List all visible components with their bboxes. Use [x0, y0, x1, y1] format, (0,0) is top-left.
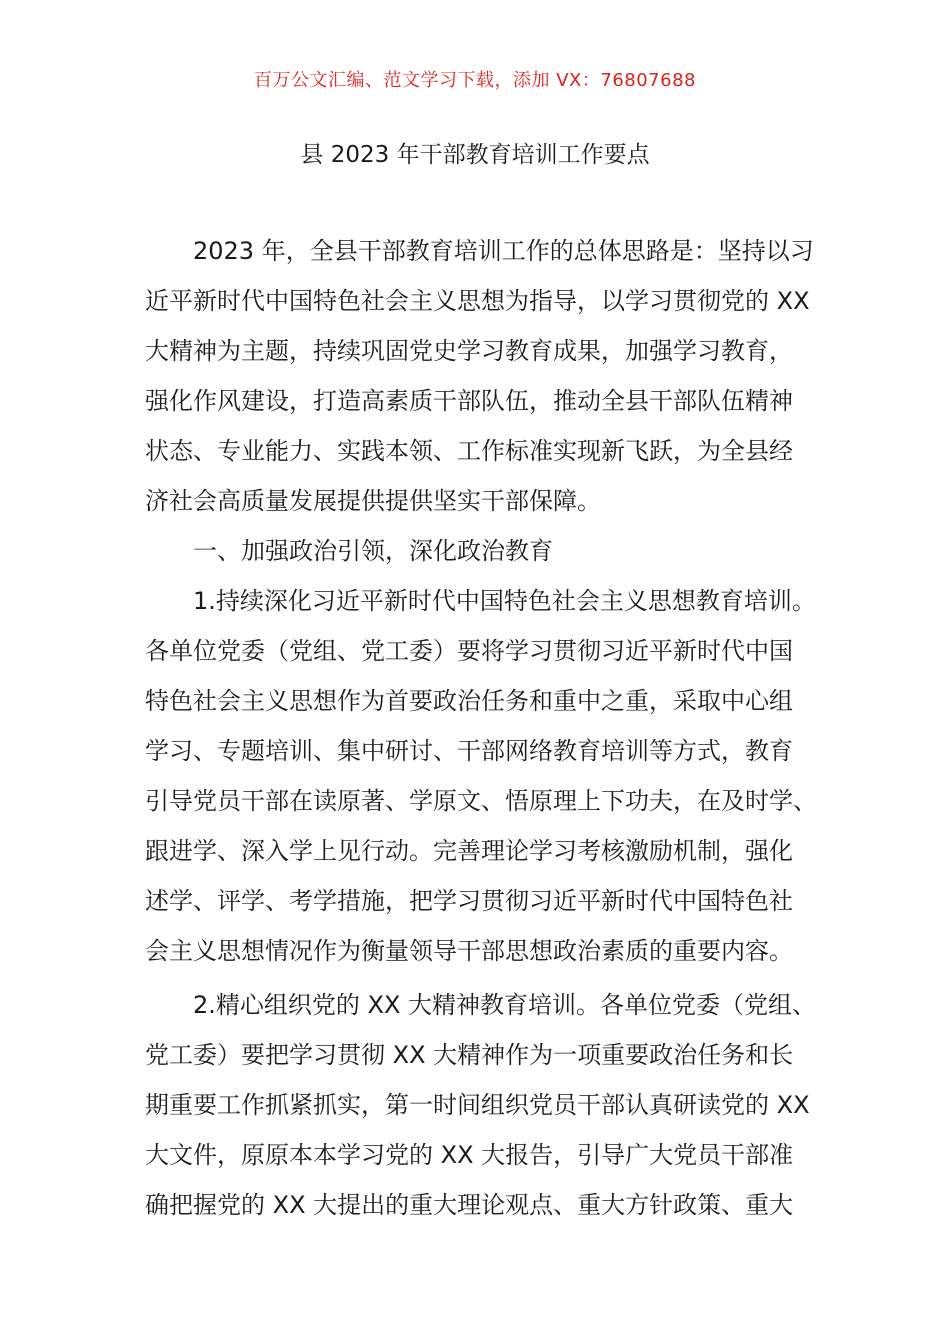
paragraph-line: 党工委）要把学习贯彻 XX 大精神作为一项重要政治任务和长 [145, 1041, 794, 1069]
section-heading: 一、加强政治引领，深化政治教育 [193, 537, 553, 565]
paragraph-line: 济社会高质量发展提供提供坚实干部保障。 [145, 487, 601, 515]
paragraph-line: 学习、专题培训、集中研讨、干部网络教育培训等方式，教育 [145, 737, 793, 765]
paragraph-line: 期重要工作抓紧抓实，第一时间组织党员干部认真研读党的 XX [145, 1091, 810, 1119]
document-body [145, 229, 817, 1233]
paragraph-line: 强化作风建设，打造高素质干部队伍，推动全县干部队伍精神 [145, 387, 793, 415]
paragraph-line: 2.精心组织党的 XX 大精神教育培训。各单位党委（党组、 [193, 991, 817, 1019]
paragraph-line: 大精神为主题，持续巩固党史学习教育成果，加强学习教育， [145, 337, 793, 365]
document-title: 县 2023 年干部教育培训工作要点 [300, 142, 650, 168]
paragraph-line: 大文件，原原本本学习党的 XX 大报告，引导广大党员干部准 [145, 1141, 794, 1169]
paragraph-line: 会主义思想情况作为衡量领导干部思想政治素质的重要内容。 [145, 937, 793, 965]
paragraph-line: 近平新时代中国特色社会主义思想为指导，以学习贯彻党的 XX [145, 287, 810, 315]
paragraph-line: 状态、专业能力、实践本领、工作标准实现新飞跃，为全县经 [145, 437, 793, 465]
paragraph-line: 跟进学、深入学上见行动。完善理论学习考核激励机制，强化 [145, 837, 793, 865]
paragraph-line: 各单位党委（党组、党工委）要将学习贯彻习近平新时代中国 [145, 637, 793, 665]
header-banner: 百万公文汇编、范文学习下载，添加 VX：76807688 [254, 70, 696, 91]
paragraph-line: 特色社会主义思想作为首要政治任务和重中之重，采取中心组 [145, 687, 793, 715]
paragraph-line: 引导党员干部在读原著、学原文、悟原理上下功夫，在及时学、 [145, 787, 817, 815]
paragraph-line: 确把握党的 XX 大提出的重大理论观点、重大方针政策、重大 [145, 1191, 794, 1219]
paragraph-line: 述学、评学、考学措施，把学习贯彻习近平新时代中国特色社 [145, 887, 793, 915]
paragraph-line: 1.持续深化习近平新时代中国特色社会主义思想教育培训。 [193, 587, 816, 615]
paragraph-line: 2023 年，全县干部教育培训工作的总体思路是：坚持以习 [193, 237, 814, 265]
